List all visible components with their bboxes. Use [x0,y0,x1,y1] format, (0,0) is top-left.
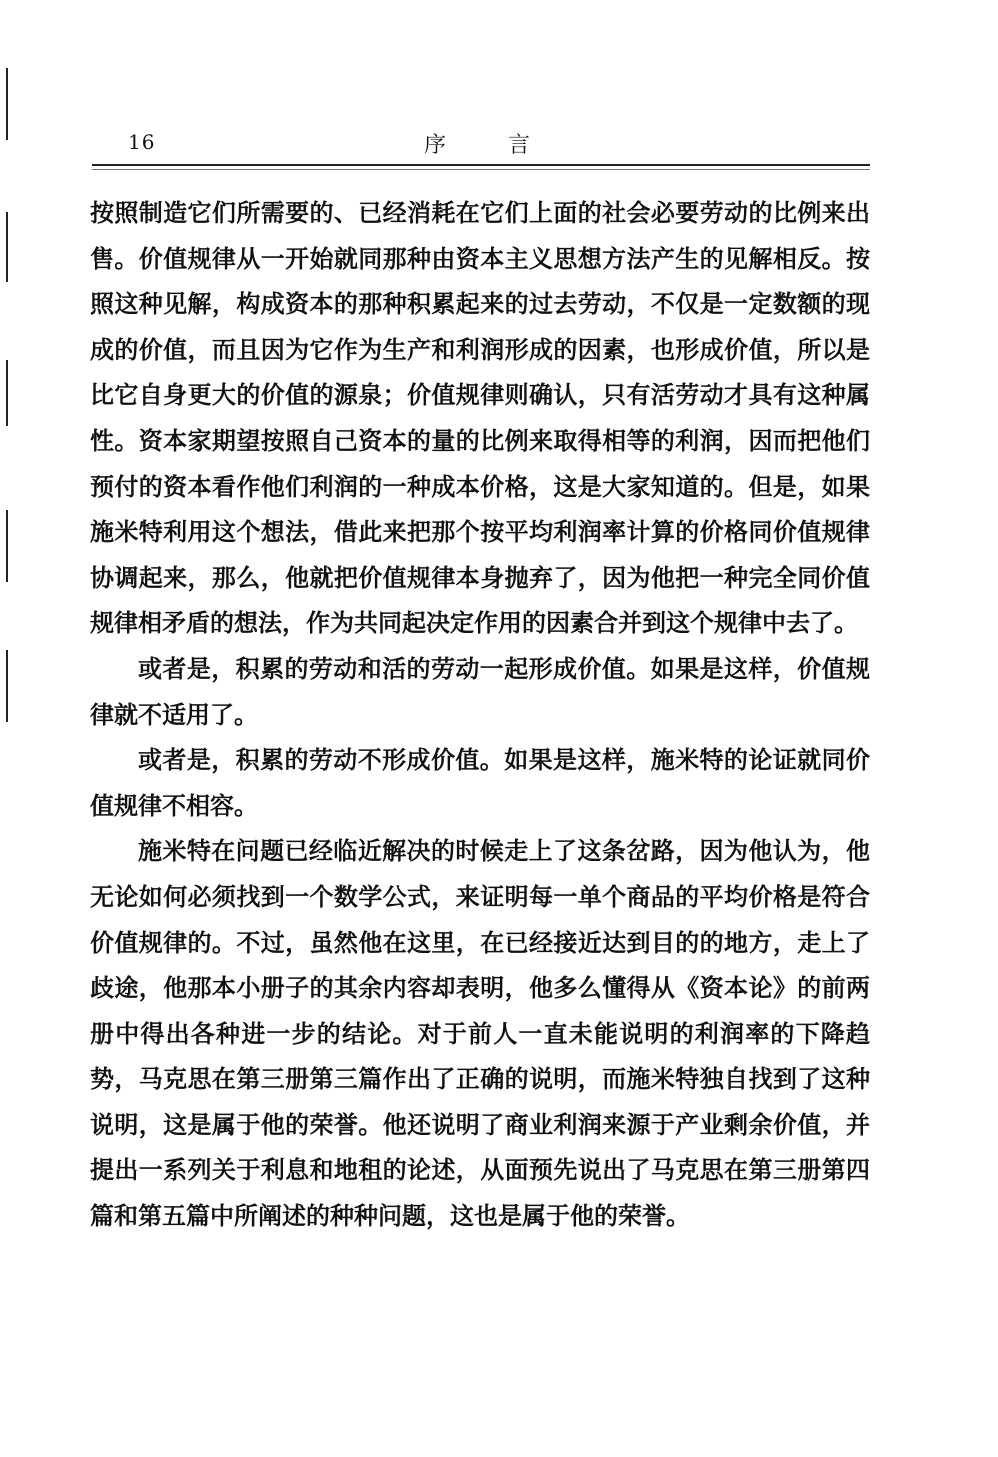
paragraph: 施米特在问题已经临近解决的时候走上了这条岔路，因为他认为，他无论如何必须找到一个数学公式，来证明每一单个商品的平均价格是符合价值规律的。不过，虽然他在这里，在已经接近达到目的的地方，走上了歧途，他那本小册子的其余内容却表明，他多么懂得从《资本论》的前两册中得出各种进一步的结论。对于前人一直未能说明的利润率的下降趋势，马克思在第三册第三篇作出了正确的说明，而施米特独自找到了这种说明，这是属于他的荣誉。他还说明了商业利润来源于产业剩余价值，并提出一系列关于利息和地租的论述，从面预先说出了马克思在第三册第四篇和第五篇中所阐述的种种问题，这也是属于他的荣誉。 [90,836,870,1231]
scan-edge-mark [6,68,8,140]
header-rule [92,164,870,166]
page-header [92,124,870,168]
paragraph: 或者是，积累的劳动不形成价值。如果是这样，施米特的论证就同价值规律不相容。 [90,745,870,820]
running-title: 序言 [424,133,593,158]
paragraph-continued: 按照制造它们所需要的、已经消耗在它们上面的社会必要劳动的比例来出售。价值规律从一开始就同那种由资本主义思想方法产生的见解相反。按照这种见解，构成资本的那种积累起来的过去劳动，不仅是一定数额的现成的价值，而且因为它作为生产和利润形成的因素，也形成价值，所以是比它自身更大的价值的源泉；价值规律则确认，只有活劳动才具有这种属性。资本家期望按照自己资本的量的比例来取得相等的利润，因而把他们预付的资本看作他们利润的一种成本价格，这是大家知道的。但是，如果施米特利用这个想法，借此来把那个按平均利润率计算的价格同价值规律协调起来，那么，他就把价值规律本身抛弃了，因为他把一种完全同价值规律相矛盾的想法，作为共同起决定作用的因素合并到这个规律中去了。 [90,198,870,638]
scan-edge-mark [6,360,8,426]
scan-edge-mark [6,650,8,722]
scan-edge-mark [6,510,8,582]
paragraph: 或者是，积累的劳动和活的劳动一起形成价值。如果是这样，价值规律就不适用了。 [90,653,870,729]
header-rule-thin [92,169,870,170]
body-text [90,190,870,1239]
scan-edge-mark [6,212,8,282]
page-number: 16 [128,130,156,154]
